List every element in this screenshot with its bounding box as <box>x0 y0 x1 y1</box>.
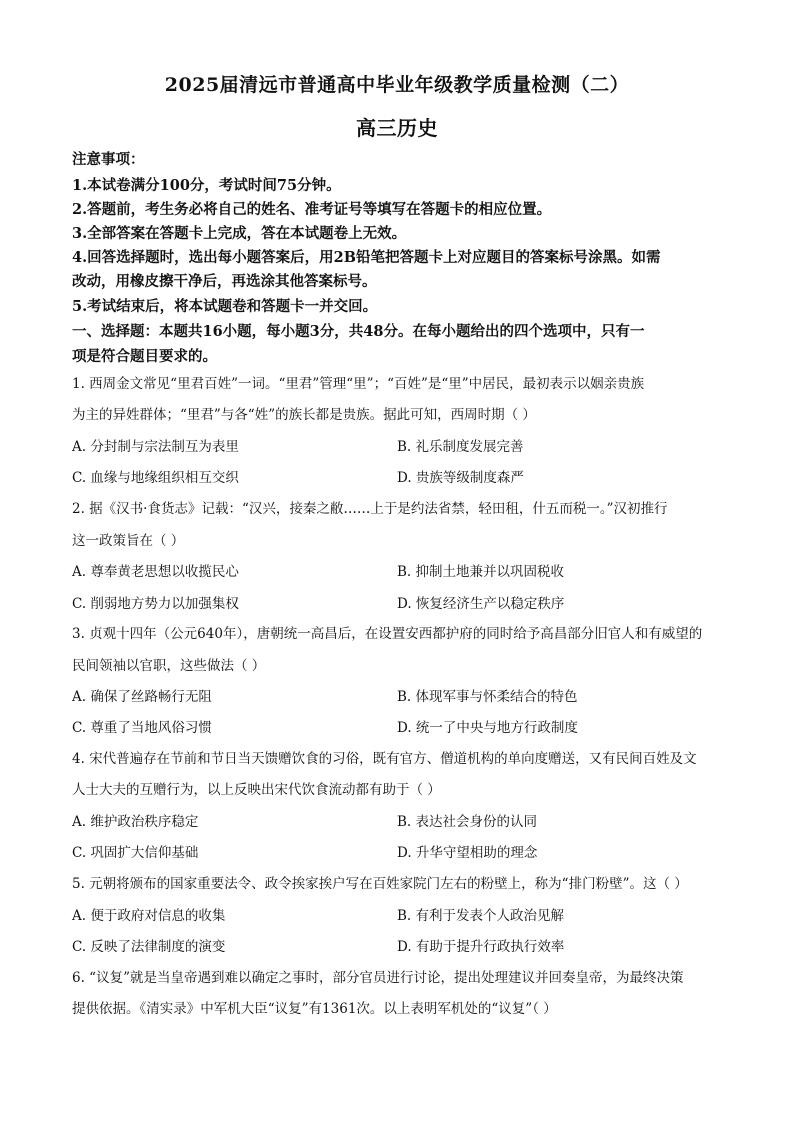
option-b[interactable]: B. 礼乐制度发展完善 <box>397 439 524 455</box>
notice-heading: 注意事项： <box>72 151 145 168</box>
exam-title: 2025届清远市普通高中毕业年级教学质量检测（二） <box>164 74 630 96</box>
exam-subject: 高三历史 <box>356 116 438 140</box>
option-b[interactable]: B. 抑制土地兼并以巩固税收 <box>397 564 565 580</box>
option-d[interactable]: D. 有助于提升行政执行效率 <box>397 939 565 955</box>
section-heading: 一、选择题：本题共16小题，每小题3分，共48分。在每小题给出的四个选项中，只有一 <box>72 323 645 340</box>
option-a[interactable]: A. 便于政府对信息的收集 <box>72 908 226 924</box>
question-stem: 2. 据《汉书·食货志》记载：“汉兴，接秦之敝……上于是约法省禁，轻田租，什五而税一。”汉初推行 <box>72 501 668 517</box>
notice-line: 2.答题前，考生务必将自己的姓名、准考证号等填写在答题卡的相应位置。 <box>72 201 552 218</box>
option-b[interactable]: B. 体现军事与怀柔结合的特色 <box>397 689 578 705</box>
option-c[interactable]: C. 反映了法律制度的演变 <box>72 939 226 955</box>
question-stem: 3. 贞观十四年（公元640年），唐朝统一高昌后，在设置安西都护府的同时给予高昌部分旧官人和有威望的 <box>72 626 703 642</box>
notice-line: 3.全部答案在答题卡上完成，答在本试题卷上无效。 <box>72 225 407 242</box>
question-stem: 1. 西周金文常见“里君百姓”一词。“里君”管理“里”；“百姓”是“里”中居民，最初表示以姻亲贵族 <box>72 376 645 392</box>
option-b[interactable]: B. 有利于发表个人政治见解 <box>397 908 565 924</box>
question-stem: 提供依据。《清实录》中军机大臣“议复”有1361次。以上表明军机处的“议复”（ ） <box>72 1001 557 1017</box>
section-heading-cont: 项是符合题目要求的。 <box>72 348 217 365</box>
option-a[interactable]: A. 尊奉黄老思想以收揽民心 <box>72 564 239 580</box>
option-a[interactable]: A. 分封制与宗法制互为表里 <box>72 439 239 455</box>
option-c[interactable]: C. 尊重了当地风俗习惯 <box>72 720 212 736</box>
option-d[interactable]: D. 恢复经济生产以稳定秩序 <box>397 596 565 612</box>
question-stem: 6. “议复”就是当皇帝遇到难以确定之事时，部分官员进行讨论，提出处理建议并回奏皇帝，为最终决策 <box>72 970 684 986</box>
question-stem: 为主的异姓群体；“里君”与各“姓”的族长都是贵族。据此可知，西周时期（ ） <box>72 407 536 423</box>
notice-line: 1.本试卷满分100分，考试时间75分钟。 <box>72 177 341 194</box>
option-a[interactable]: A. 维护政治秩序稳定 <box>72 814 199 830</box>
option-d[interactable]: D. 升华守望相助的理念 <box>397 845 538 861</box>
option-c[interactable]: C. 血缘与地缘组织相互交织 <box>72 470 239 486</box>
question-stem: 5. 元朝将颁布的国家重要法令、政令挨家挨户写在百姓家院门左右的粉壁上，称为“排门粉壁”。这（ ） <box>72 876 688 892</box>
notice-line: 改动，用橡皮擦干净后，再选涂其他答案标号。 <box>72 273 377 290</box>
question-stem: 人士大夫的互赠行为，以上反映出宋代饮食流动都有助于（ ） <box>72 782 441 798</box>
question-stem: 民间领袖以官职，这些做法（ ） <box>72 658 266 674</box>
option-b[interactable]: B. 表达社会身份的认同 <box>397 814 538 830</box>
option-a[interactable]: A. 确保了丝路畅行无阻 <box>72 689 212 705</box>
notice-line: 4.回答选择题时，选出每小题答案后，用2B铅笔把答题卡上对应题目的答案标号涂黑。如需 <box>72 249 661 266</box>
option-c[interactable]: C. 削弱地方势力以加强集权 <box>72 596 239 612</box>
option-c[interactable]: C. 巩固扩大信仰基础 <box>72 845 199 861</box>
option-d[interactable]: D. 统一了中央与地方行政制度 <box>397 720 578 736</box>
option-d[interactable]: D. 贵族等级制度森严 <box>397 470 524 486</box>
notice-line: 5.考试结束后，将本试题卷和答题卡一并交回。 <box>72 298 378 315</box>
question-stem: 4. 宋代普遍存在节前和节日当天馈赠饮食的习俗，既有官方、僧道机构的单向度赠送，又有民间百姓及文 <box>72 751 697 767</box>
question-stem: 这一政策旨在（ ） <box>72 533 185 549</box>
